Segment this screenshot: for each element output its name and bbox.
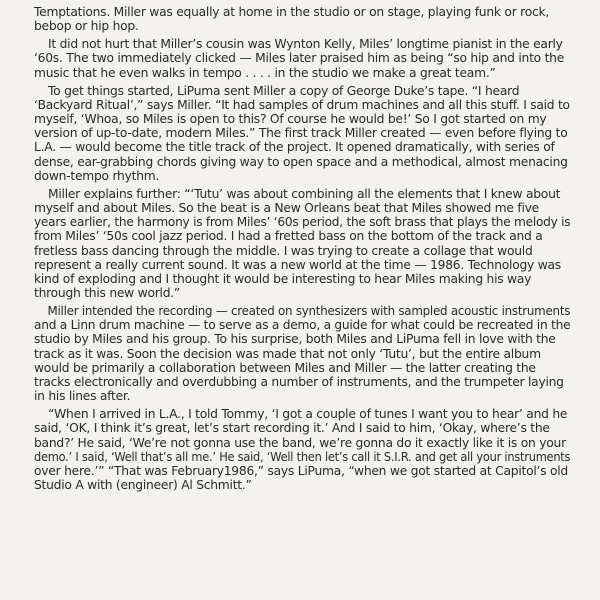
text-line: in his lines after.	[34, 389, 131, 404]
paragraph	[34, 407, 571, 492]
text-line: To get things started, LiPuma sent Miller a copy of George Duke’s tape. “I heard	[48, 83, 520, 98]
text-line: version of up-to-date, modern Miles.” The first track Miller created — even before flying to	[34, 126, 568, 141]
text-line: It did not hurt that Miller’s cousin was Wynton Kelly, Miles’ longtime pianist in the early	[48, 37, 563, 52]
text-line: bebop or hip hop.	[34, 19, 139, 34]
text-line: “When I arrived in L.A., I told Tommy, ‘I got a couple of tunes I want you to hear’ and he	[48, 407, 568, 422]
text-line: ‘Backyard Ritual’,” says Miller. “It had samples of drum machines and all this stuff. I said to	[34, 97, 570, 112]
text-line: Miller intended the recording — created on synthesizers with sampled acoustic instruments	[47, 304, 571, 319]
text-line: track as it was. Soon the decision was made that not only ‘Tutu’, but the entire album	[34, 346, 541, 361]
paragraph	[34, 186, 571, 300]
text-line: ‘60s. The two immediately clicked — Miles later praised him as being “so hip and into the	[34, 51, 565, 66]
text-line: kind of exploding and I thought it would be interesting to hear Miles making his way	[34, 271, 532, 286]
text-line: L.A. — would become the title track of the project. It opened dramatically, with series of	[34, 140, 555, 155]
text-line: dense, ear-grabbing chords giving way to open space and a methodical, almost menacing	[34, 154, 568, 169]
text-line: demo.’ I said, ‘Well that’s all me.’ He said, ‘Well then let’s call it S.I.R. and get all your instruments	[34, 449, 571, 464]
paragraph	[34, 37, 565, 80]
text-line: down-tempo rhythm.	[34, 168, 160, 183]
text-line: over here.’” “That was February1986,” says LiPuma, “when we got started at Capitol’s old	[34, 463, 568, 478]
text-line: and a Linn drum machine — to serve as a demo, a guide for what could be recreated in the	[34, 318, 571, 333]
paragraph	[34, 5, 562, 33]
text-line: would be primarily a collaboration between Miles and Miller — the latter creating the	[34, 360, 536, 375]
text-line: Miller explains further: “‘Tutu’ was about combining all the elements that I knew about	[48, 186, 561, 201]
text-line: band?’ He said, ‘We’re not gonna use the band, we’re gonna do it exactly like it is on your	[34, 435, 566, 450]
text-line: represent a really current sound. It was a new world at the time — 1986. Technology was	[34, 257, 561, 272]
text-line: from Miles’ ‘50s cool jazz period. I had a fretted bass on the bottom of the track and a	[34, 229, 543, 244]
text-line: myself and about Miles. So the beat is a New Orleans beat that Miles showed me five	[34, 201, 539, 216]
text-line: music that he even walks in tempo . . . . in the studio we make a great team.”	[34, 65, 496, 80]
text-line: said, ‘OK, I think it’s great, let’s start recording it.’ And I said to him, ‘Okay, where’s the	[34, 421, 550, 436]
text-line: tracks electronically and overdubbing a number of instruments, and the trumpeter laying	[34, 374, 564, 389]
text-line: years earlier, the harmony is from Miles’ ‘60s period, the soft brass that plays the melody is	[34, 215, 571, 230]
text-line: myself, ‘Whoa, so Miles is open to this? Of course he would be!’ So I got started on my	[34, 112, 547, 127]
text-line: studio by Miles and his group. To his surprise, both Miles and LiPuma fell in love with the	[34, 332, 556, 347]
paragraph	[34, 304, 571, 404]
text-line: through this new world.”	[34, 285, 181, 300]
text-line: Studio A with (engineer) Al Schmitt.”	[34, 478, 252, 492]
paragraph	[34, 83, 570, 183]
text-line: Temptations. Miller was equally at home in the studio or on stage, playing funk or rock,	[34, 5, 550, 19]
text-line: fretless bass dancing through the middle. I was trying to create a collage that would	[34, 243, 533, 258]
